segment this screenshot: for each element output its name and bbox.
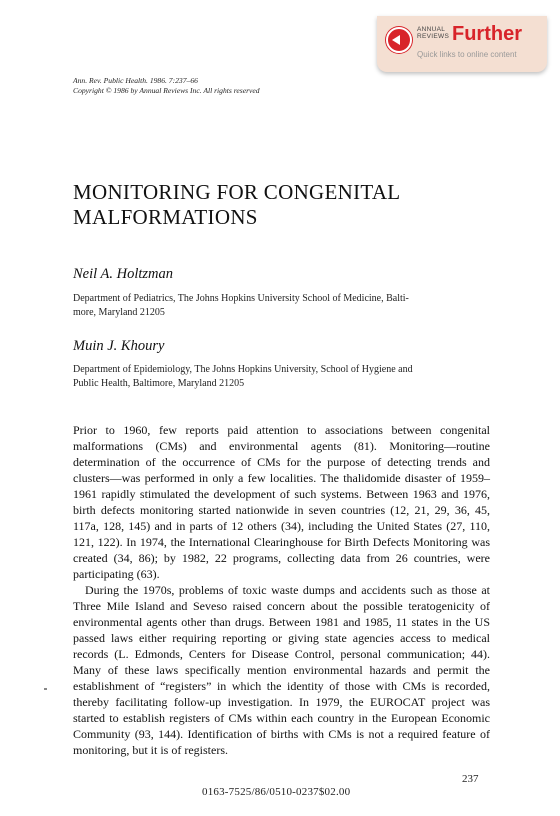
title-line-2: MALFORMATIONS [73,205,258,229]
body-paragraph: Prior to 1960, few reports paid attention to associations between congenital malformations (CMs) and environmental agents (81). Monitoring—routine determination of the occurrence of CMs for the purpose of detecting trends and clusters—was performed in only a few localities. The thalidomide disaster of 1959–1961 rapidly stimulated the development of such systems. Between 1963 and 1976, birth defects monitoring started nationwide in seven countries (12, 21, 29, 36, 45, 117a, 128, 145) and in parts of 12 others (34), including the United States (27, 110, 121, 122). In 1974, the International Clearinghouse for Birth Defects Monitoring was created (34, 86); by 1982, 22 programs, collecting data from 26 countries, were participating (63). [73,423,490,581]
article-title [73,180,513,230]
article-body [73,422,490,758]
title-line-1: MONITORING FOR CONGENITAL [73,180,401,204]
page-number: 237 [462,773,479,785]
badge-further-text: Further [452,23,522,45]
affiliation-line: more, Maryland 21205 [73,307,165,318]
affiliation-line: Department of Pediatrics, The Johns Hopkins University School of Medicine, Balti- [73,293,409,304]
margin-mark [44,688,47,690]
citation [73,76,260,96]
affiliation-line: Public Health, Baltimore, Maryland 21205 [73,378,245,389]
citation-copyright: Copyright © 1986 by Annual Reviews Inc. All rights reserved [73,86,260,95]
author-name: Muin J. Khoury [73,338,165,354]
badge-publisher-label [417,26,449,40]
author-affiliation [73,292,490,320]
author-affiliation [73,363,490,391]
citation-journal: Ann. Rev. Public Health. 1986. 7:237–66 [73,76,198,85]
badge-annual-text: ANNUAL [417,26,446,33]
body-paragraph: During the 1970s, problems of toxic waste dumps and accidents such as those at Three Mile Island and Seveso raised concern about the possible teratogenicity of environmental agents other than drugs. Between 1981 and 1985, 11 states in the US passed laws either requiring reporting or giving state agencies access to medical records (L. Edmonds, Centers for Disease Control, personal communication; 44). Many of these laws specifically mention environmental hazards and permit the establishment of “registers” in which the identity of those with CMs is recorded, thereby facilitating follow-up investigation. In 1979, the EUROCAT project was started to establish registers of CMs within each country in the European Economic Community (93, 144). Identification of births with CMs is not a required feature of monitoring, but it is of registers. [73,583,490,757]
arrow-left-circle-icon [386,27,412,53]
further-links-badge[interactable] [377,16,547,72]
article-code: 0163-7525/86/0510-0237$02.00 [202,786,351,798]
affiliation-line: Department of Epidemiology, The Johns Hopkins University, School of Hygiene and [73,364,413,375]
author-name: Neil A. Holtzman [73,266,174,282]
badge-subtitle: Quick links to online content [417,50,517,59]
badge-reviews-text: REVIEWS [417,33,450,40]
